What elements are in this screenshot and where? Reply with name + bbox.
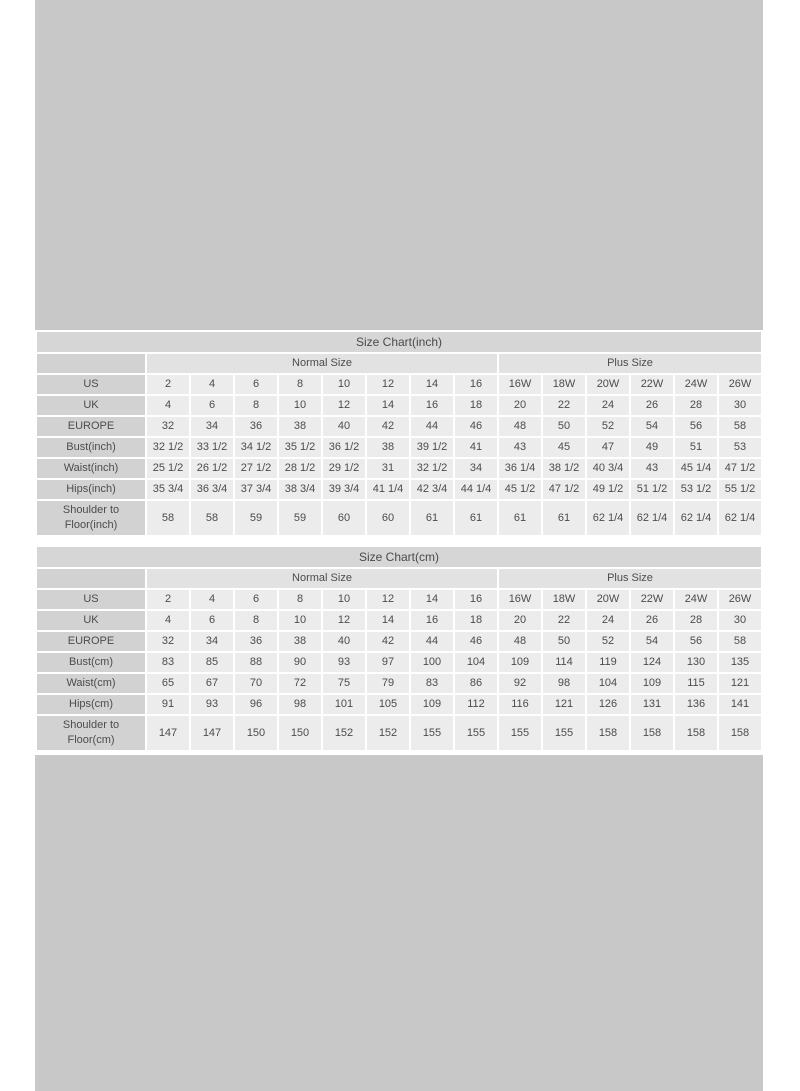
size-value-cell: 59 xyxy=(235,501,277,535)
size-value-cell: 98 xyxy=(543,674,585,693)
size-value-cell: 6 xyxy=(235,590,277,609)
size-value-cell: 22 xyxy=(543,611,585,630)
size-value-cell: 24 xyxy=(587,396,629,415)
table-row-hips-inch xyxy=(37,480,761,499)
size-value-cell: 20 xyxy=(499,396,541,415)
row-header-shoulder-to-floor-cm: Shoulder to Floor(cm) xyxy=(37,716,145,750)
size-value-cell: 50 xyxy=(543,417,585,436)
size-value-cell: 104 xyxy=(455,653,497,672)
size-value-cell: 43 xyxy=(499,438,541,457)
size-value-cell: 18 xyxy=(455,396,497,415)
size-value-cell: 16W xyxy=(499,590,541,609)
size-value-cell: 152 xyxy=(323,716,365,750)
size-value-cell: 26 xyxy=(631,396,673,415)
size-value-cell: 45 1/4 xyxy=(675,459,717,478)
size-value-cell: 155 xyxy=(455,716,497,750)
size-value-cell: 8 xyxy=(235,396,277,415)
size-value-cell: 10 xyxy=(323,375,365,394)
size-value-cell: 4 xyxy=(191,375,233,394)
size-value-cell: 25 1/2 xyxy=(147,459,189,478)
size-value-cell: 158 xyxy=(631,716,673,750)
size-value-cell: 46 xyxy=(455,632,497,651)
size-value-cell: 18W xyxy=(543,375,585,394)
size-value-cell: 62 1/4 xyxy=(587,501,629,535)
size-value-cell: 51 1/2 xyxy=(631,480,673,499)
size-value-cell: 47 1/2 xyxy=(719,459,761,478)
table-row-shoulder-to-floor-inch xyxy=(37,501,761,535)
size-value-cell: 130 xyxy=(675,653,717,672)
size-value-cell: 16 xyxy=(411,396,453,415)
column-group-normal-size: Normal Size xyxy=(147,569,497,588)
column-group-plus-size: Plus Size xyxy=(499,569,761,588)
size-value-cell: 59 xyxy=(279,501,321,535)
size-value-cell: 12 xyxy=(323,396,365,415)
size-value-cell: 85 xyxy=(191,653,233,672)
column-group-row xyxy=(37,354,761,373)
size-value-cell: 43 xyxy=(631,459,673,478)
size-value-cell: 24W xyxy=(675,590,717,609)
size-value-cell: 75 xyxy=(323,674,365,693)
size-value-cell: 38 1/2 xyxy=(543,459,585,478)
size-value-cell: 28 1/2 xyxy=(279,459,321,478)
table-row-us xyxy=(37,375,761,394)
size-value-cell: 58 xyxy=(147,501,189,535)
size-value-cell: 61 xyxy=(411,501,453,535)
size-value-cell: 35 1/2 xyxy=(279,438,321,457)
size-value-cell: 36 1/2 xyxy=(323,438,365,457)
size-value-cell: 14 xyxy=(367,611,409,630)
size-value-cell: 20W xyxy=(587,590,629,609)
size-value-cell: 20 xyxy=(499,611,541,630)
size-value-cell: 6 xyxy=(191,396,233,415)
column-group-normal-size: Normal Size xyxy=(147,354,497,373)
table-row-uk xyxy=(37,611,761,630)
size-value-cell: 36 1/4 xyxy=(499,459,541,478)
size-value-cell: 38 xyxy=(279,417,321,436)
size-value-cell: 58 xyxy=(191,501,233,535)
size-value-cell: 6 xyxy=(191,611,233,630)
size-value-cell: 4 xyxy=(191,590,233,609)
size-value-cell: 53 xyxy=(719,438,761,457)
size-value-cell: 22W xyxy=(631,590,673,609)
size-value-cell: 45 xyxy=(543,438,585,457)
size-value-cell: 49 xyxy=(631,438,673,457)
size-value-cell: 109 xyxy=(499,653,541,672)
size-value-cell: 12 xyxy=(323,611,365,630)
size-value-cell: 155 xyxy=(499,716,541,750)
size-value-cell: 135 xyxy=(719,653,761,672)
size-value-cell: 22 xyxy=(543,396,585,415)
size-value-cell: 27 1/2 xyxy=(235,459,277,478)
size-value-cell: 42 xyxy=(367,417,409,436)
size-value-cell: 147 xyxy=(147,716,189,750)
size-value-cell: 58 xyxy=(719,417,761,436)
size-value-cell: 62 1/4 xyxy=(719,501,761,535)
row-header-europe: EUROPE xyxy=(37,632,145,651)
size-value-cell: 105 xyxy=(367,695,409,714)
size-value-cell: 147 xyxy=(191,716,233,750)
size-value-cell: 24 xyxy=(587,611,629,630)
size-value-cell: 86 xyxy=(455,674,497,693)
size-value-cell: 115 xyxy=(675,674,717,693)
size-value-cell: 52 xyxy=(587,417,629,436)
size-value-cell: 28 xyxy=(675,396,717,415)
row-header-uk: UK xyxy=(37,396,145,415)
size-value-cell: 124 xyxy=(631,653,673,672)
row-header-waist-cm: Waist(cm) xyxy=(37,674,145,693)
size-value-cell: 26W xyxy=(719,375,761,394)
size-value-cell: 12 xyxy=(367,590,409,609)
row-header-hips-inch: Hips(inch) xyxy=(37,480,145,499)
corner-cell xyxy=(37,354,145,373)
size-value-cell: 16W xyxy=(499,375,541,394)
size-value-cell: 53 1/2 xyxy=(675,480,717,499)
size-value-cell: 158 xyxy=(675,716,717,750)
size-value-cell: 60 xyxy=(323,501,365,535)
size-value-cell: 34 xyxy=(455,459,497,478)
size-value-cell: 41 1/4 xyxy=(367,480,409,499)
size-value-cell: 16 xyxy=(411,611,453,630)
table-row-europe xyxy=(37,632,761,651)
size-value-cell: 56 xyxy=(675,632,717,651)
size-value-cell: 39 1/2 xyxy=(411,438,453,457)
column-group-plus-size: Plus Size xyxy=(499,354,761,373)
size-value-cell: 155 xyxy=(543,716,585,750)
row-header-hips-cm: Hips(cm) xyxy=(37,695,145,714)
size-value-cell: 136 xyxy=(675,695,717,714)
size-value-cell: 121 xyxy=(543,695,585,714)
size-value-cell: 97 xyxy=(367,653,409,672)
size-value-cell: 28 xyxy=(675,611,717,630)
size-value-cell: 50 xyxy=(543,632,585,651)
size-value-cell: 104 xyxy=(587,674,629,693)
size-value-cell: 79 xyxy=(367,674,409,693)
size-value-cell: 38 xyxy=(279,632,321,651)
size-value-cell: 36 xyxy=(235,632,277,651)
size-value-cell: 4 xyxy=(147,611,189,630)
size-value-cell: 54 xyxy=(631,417,673,436)
size-value-cell: 158 xyxy=(587,716,629,750)
size-value-cell: 150 xyxy=(279,716,321,750)
size-value-cell: 92 xyxy=(499,674,541,693)
size-value-cell: 14 xyxy=(411,375,453,394)
row-header-bust-inch: Bust(inch) xyxy=(37,438,145,457)
table-row-waist-cm xyxy=(37,674,761,693)
size-value-cell: 37 3/4 xyxy=(235,480,277,499)
size-value-cell: 119 xyxy=(587,653,629,672)
size-chart-cm-table xyxy=(35,567,763,752)
size-value-cell: 62 1/4 xyxy=(675,501,717,535)
size-value-cell: 35 3/4 xyxy=(147,480,189,499)
size-chart-cm-title: Size Chart(cm) xyxy=(37,547,761,567)
size-value-cell: 96 xyxy=(235,695,277,714)
size-value-cell: 83 xyxy=(411,674,453,693)
size-value-cell: 2 xyxy=(147,375,189,394)
size-value-cell: 40 xyxy=(323,417,365,436)
size-value-cell: 48 xyxy=(499,632,541,651)
size-value-cell: 8 xyxy=(279,590,321,609)
size-value-cell: 6 xyxy=(235,375,277,394)
size-value-cell: 65 xyxy=(147,674,189,693)
size-value-cell: 47 xyxy=(587,438,629,457)
size-value-cell: 36 3/4 xyxy=(191,480,233,499)
size-value-cell: 26 xyxy=(631,611,673,630)
size-value-cell: 72 xyxy=(279,674,321,693)
size-value-cell: 131 xyxy=(631,695,673,714)
size-value-cell: 152 xyxy=(367,716,409,750)
size-value-cell: 83 xyxy=(147,653,189,672)
size-value-cell: 93 xyxy=(191,695,233,714)
row-header-europe: EUROPE xyxy=(37,417,145,436)
size-value-cell: 109 xyxy=(631,674,673,693)
size-value-cell: 109 xyxy=(411,695,453,714)
row-header-shoulder-to-floor-inch: Shoulder to Floor(inch) xyxy=(37,501,145,535)
size-value-cell: 16 xyxy=(455,590,497,609)
size-value-cell: 36 xyxy=(235,417,277,436)
size-value-cell: 31 xyxy=(367,459,409,478)
size-value-cell: 98 xyxy=(279,695,321,714)
size-value-cell: 34 1/2 xyxy=(235,438,277,457)
size-value-cell: 33 1/2 xyxy=(191,438,233,457)
size-value-cell: 126 xyxy=(587,695,629,714)
size-value-cell: 34 xyxy=(191,417,233,436)
size-value-cell: 91 xyxy=(147,695,189,714)
size-value-cell: 61 xyxy=(499,501,541,535)
table-row-uk xyxy=(37,396,761,415)
size-value-cell: 46 xyxy=(455,417,497,436)
size-value-cell: 4 xyxy=(147,396,189,415)
size-value-cell: 100 xyxy=(411,653,453,672)
size-value-cell: 114 xyxy=(543,653,585,672)
table-row-hips-cm xyxy=(37,695,761,714)
corner-cell xyxy=(37,569,145,588)
size-value-cell: 10 xyxy=(279,611,321,630)
table-row-waist-inch xyxy=(37,459,761,478)
size-value-cell: 112 xyxy=(455,695,497,714)
size-value-cell: 121 xyxy=(719,674,761,693)
size-value-cell: 32 xyxy=(147,417,189,436)
size-value-cell: 44 xyxy=(411,632,453,651)
row-header-bust-cm: Bust(cm) xyxy=(37,653,145,672)
column-group-row xyxy=(37,569,761,588)
size-value-cell: 101 xyxy=(323,695,365,714)
size-value-cell: 90 xyxy=(279,653,321,672)
size-charts-section xyxy=(35,330,763,755)
row-header-uk: UK xyxy=(37,611,145,630)
size-value-cell: 38 3/4 xyxy=(279,480,321,499)
size-value-cell: 55 1/2 xyxy=(719,480,761,499)
size-value-cell: 150 xyxy=(235,716,277,750)
size-value-cell: 38 xyxy=(367,438,409,457)
size-value-cell: 58 xyxy=(719,632,761,651)
size-value-cell: 26W xyxy=(719,590,761,609)
size-value-cell: 67 xyxy=(191,674,233,693)
table-row-europe xyxy=(37,417,761,436)
size-value-cell: 41 xyxy=(455,438,497,457)
size-value-cell: 61 xyxy=(455,501,497,535)
size-chart-inch-table xyxy=(35,352,763,537)
size-value-cell: 30 xyxy=(719,611,761,630)
size-value-cell: 20W xyxy=(587,375,629,394)
size-value-cell: 10 xyxy=(279,396,321,415)
size-value-cell: 12 xyxy=(367,375,409,394)
size-value-cell: 42 3/4 xyxy=(411,480,453,499)
size-value-cell: 24W xyxy=(675,375,717,394)
size-value-cell: 155 xyxy=(411,716,453,750)
size-value-cell: 14 xyxy=(367,396,409,415)
size-value-cell: 44 xyxy=(411,417,453,436)
row-header-waist-inch: Waist(inch) xyxy=(37,459,145,478)
size-value-cell: 70 xyxy=(235,674,277,693)
size-value-cell: 54 xyxy=(631,632,673,651)
size-value-cell: 49 1/2 xyxy=(587,480,629,499)
table-row-us xyxy=(37,590,761,609)
size-value-cell: 18W xyxy=(543,590,585,609)
size-value-cell: 30 xyxy=(719,396,761,415)
size-value-cell: 116 xyxy=(499,695,541,714)
size-value-cell: 47 1/2 xyxy=(543,480,585,499)
row-header-us: US xyxy=(37,375,145,394)
size-value-cell: 52 xyxy=(587,632,629,651)
size-value-cell: 48 xyxy=(499,417,541,436)
size-value-cell: 45 1/2 xyxy=(499,480,541,499)
table-row-bust-inch xyxy=(37,438,761,457)
size-value-cell: 40 xyxy=(323,632,365,651)
size-value-cell: 29 1/2 xyxy=(323,459,365,478)
size-value-cell: 60 xyxy=(367,501,409,535)
size-value-cell: 32 xyxy=(147,632,189,651)
row-header-us: US xyxy=(37,590,145,609)
size-value-cell: 16 xyxy=(455,375,497,394)
size-value-cell: 42 xyxy=(367,632,409,651)
size-value-cell: 62 1/4 xyxy=(631,501,673,535)
table-row-bust-cm xyxy=(37,653,761,672)
size-value-cell: 32 1/2 xyxy=(147,438,189,457)
size-value-cell: 14 xyxy=(411,590,453,609)
size-value-cell: 8 xyxy=(279,375,321,394)
size-value-cell: 56 xyxy=(675,417,717,436)
size-value-cell: 88 xyxy=(235,653,277,672)
size-value-cell: 32 1/2 xyxy=(411,459,453,478)
size-value-cell: 10 xyxy=(323,590,365,609)
size-value-cell: 93 xyxy=(323,653,365,672)
size-value-cell: 44 1/4 xyxy=(455,480,497,499)
size-value-cell: 61 xyxy=(543,501,585,535)
size-chart-inch-title: Size Chart(inch) xyxy=(37,332,761,352)
size-value-cell: 39 3/4 xyxy=(323,480,365,499)
table-row-shoulder-to-floor-cm xyxy=(37,716,761,750)
size-value-cell: 34 xyxy=(191,632,233,651)
size-value-cell: 141 xyxy=(719,695,761,714)
size-value-cell: 22W xyxy=(631,375,673,394)
size-value-cell: 2 xyxy=(147,590,189,609)
size-value-cell: 51 xyxy=(675,438,717,457)
size-value-cell: 26 1/2 xyxy=(191,459,233,478)
size-value-cell: 158 xyxy=(719,716,761,750)
size-value-cell: 18 xyxy=(455,611,497,630)
size-value-cell: 40 3/4 xyxy=(587,459,629,478)
size-value-cell: 8 xyxy=(235,611,277,630)
